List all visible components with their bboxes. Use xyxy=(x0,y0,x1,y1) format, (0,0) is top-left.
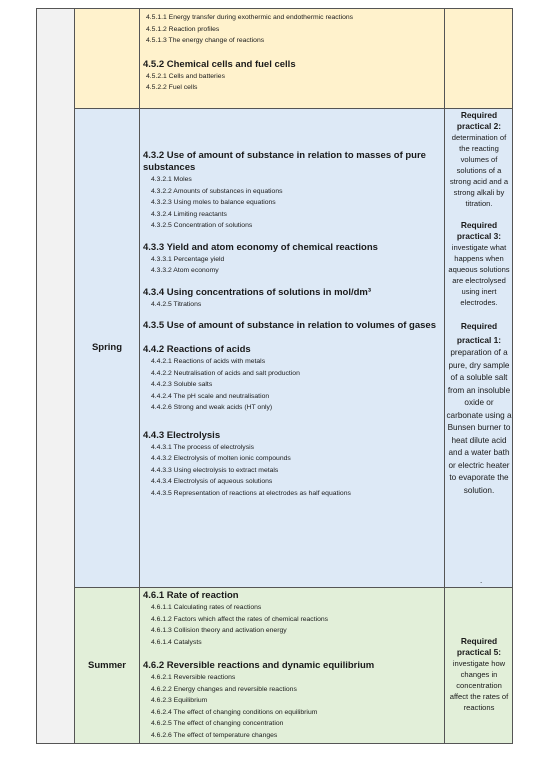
topic-heading: 4.3.4 Using concentrations of solutions in mol/dm³ xyxy=(143,286,372,298)
topic-item: 4.4.3.5 Representation of reactions at electrodes as half equations xyxy=(151,489,351,497)
topic-item: 4.4.3.2 Electrolysis of molten ionic compounds xyxy=(151,455,291,462)
topic-item: 4.6.2.6 The effect of temperature changes xyxy=(151,731,278,739)
topic-item: 4.4.2.2 Neutralisation of acids and salt production xyxy=(151,369,300,377)
side-column xyxy=(36,8,75,744)
topic-heading: 4.3.5 Use of amount of substance in relation to volumes of gases xyxy=(143,320,436,331)
topic-item: 4.6.2.5 The effect of changing concentration xyxy=(151,720,284,727)
summer-content xyxy=(143,590,443,741)
spring-practicals xyxy=(446,110,512,497)
autumn-content xyxy=(143,12,443,94)
topic-heading: 4.4.3 Electrolysis xyxy=(143,429,221,441)
practical-title: Required practical 3: xyxy=(456,220,502,241)
required-practical-1 xyxy=(446,320,512,497)
topic-item: 4.6.1.2 Factors which affect the rates of chemical reactions xyxy=(151,615,329,623)
topic-item: 4.6.1.1 Calculating rates of reactions xyxy=(151,604,262,611)
topic-heading: 4.5.2 Chemical cells and fuel cells xyxy=(143,58,296,70)
topic-item: 4.4.3.4 Electrolysis of aqueous solutions xyxy=(151,478,273,485)
autumn-term-cell xyxy=(74,8,140,109)
topic-item: 4.6.2.2 Energy changes and reversible reactions xyxy=(151,685,297,693)
topic-item: 4.5.2.2 Fuel cells xyxy=(146,84,198,91)
required-practical-2 xyxy=(446,110,512,209)
required-practical-5 xyxy=(446,636,512,713)
topic-item: 4.4.2.6 Strong and weak acids (HT only) xyxy=(151,404,273,411)
practical-description: investigate how changes in concentration affect the rates of reactions xyxy=(449,659,509,712)
topic-item: 4.4.2.3 Soluble salts xyxy=(151,381,213,388)
topic-item: 4.3.3.1 Percentage yield xyxy=(151,255,225,263)
stray-dot: . xyxy=(480,576,483,585)
term-label-spring: Spring xyxy=(91,342,123,353)
topic-heading: 4.4.2 Reactions of acids xyxy=(143,344,251,355)
summer-practicals xyxy=(446,636,512,713)
topic-heading: 4.3.2 Use of amount of substance in relation to masses of pure substances xyxy=(143,150,426,173)
topic-item: 4.6.1.3 Collision theory and activation energy xyxy=(151,627,287,634)
topic-item: 4.6.2.1 Reversible reactions xyxy=(151,674,236,681)
topic-item: 4.4.2.4 The pH scale and neutralisation xyxy=(151,392,270,400)
autumn-practical-cell xyxy=(444,8,513,109)
spring-content xyxy=(143,150,443,499)
topic-item: 4.4.2.5 Titrations xyxy=(151,300,202,308)
topic-item: 4.3.3.2 Atom economy xyxy=(151,267,219,274)
term-label-summer: Summer xyxy=(87,660,126,671)
required-practical-3 xyxy=(446,220,512,308)
practical-description: investigate what happens when aqueous solutions are electrolysed using inert electrodes. xyxy=(448,243,510,307)
topic-item: 4.6.2.4 The effect of changing conditions on equilibrium xyxy=(151,708,318,716)
topic-item: 4.4.3.3 Using electrolysis to extract metals xyxy=(151,466,279,474)
topic-item: 4.3.2.2 Amounts of substances in equations xyxy=(151,187,283,195)
topic-heading: 4.3.3 Yield and atom economy of chemical reactions xyxy=(143,241,378,253)
topic-item: 4.4.2.1 Reactions of acids with metals xyxy=(151,358,266,365)
topic-item: 4.3.2.5 Concentration of solutions xyxy=(151,222,253,229)
topic-heading: 4.6.1 Rate of reaction xyxy=(143,590,239,601)
topic-item: 4.3.2.4 Limiting reactants xyxy=(151,210,227,218)
topic-item: 4.5.2.1 Cells and batteries xyxy=(146,72,225,80)
topic-heading: 4.6.2 Reversible reactions and dynamic equilibrium xyxy=(143,660,375,671)
practical-title: Required practical 5: xyxy=(456,636,502,657)
topic-item: 4.3.2.1 Moles xyxy=(151,176,192,183)
practical-description: preparation of a pure, dry sample of a soluble salt from an insoluble oxide or carbonate using a Bunsen burner to heat dilute acid and a water bath or electric heater to evaporate the solution. xyxy=(446,348,512,495)
practical-description: determination of the reacting volumes of solutions of a strong acid and a strong alkali by titration. xyxy=(449,133,509,208)
topic-item: 4.6.2.3 Equilibrium xyxy=(151,697,208,704)
topic-item: 4.5.1.3 The energy change of reactions xyxy=(146,37,265,44)
practical-title: Required practical 1: xyxy=(456,321,502,345)
topic-item: 4.5.1.2 Reaction profiles xyxy=(146,25,220,33)
topic-item: 4.4.3.1 The process of electrolysis xyxy=(151,443,255,451)
topic-item: 4.3.2.3 Using moles to balance equations xyxy=(151,199,276,206)
topic-item: 4.5.1.1 Energy transfer during exothermic and endothermic reactions xyxy=(146,14,354,21)
topic-item: 4.6.1.4 Catalysts xyxy=(151,638,202,646)
practical-title: Required practical 2: xyxy=(456,110,502,131)
